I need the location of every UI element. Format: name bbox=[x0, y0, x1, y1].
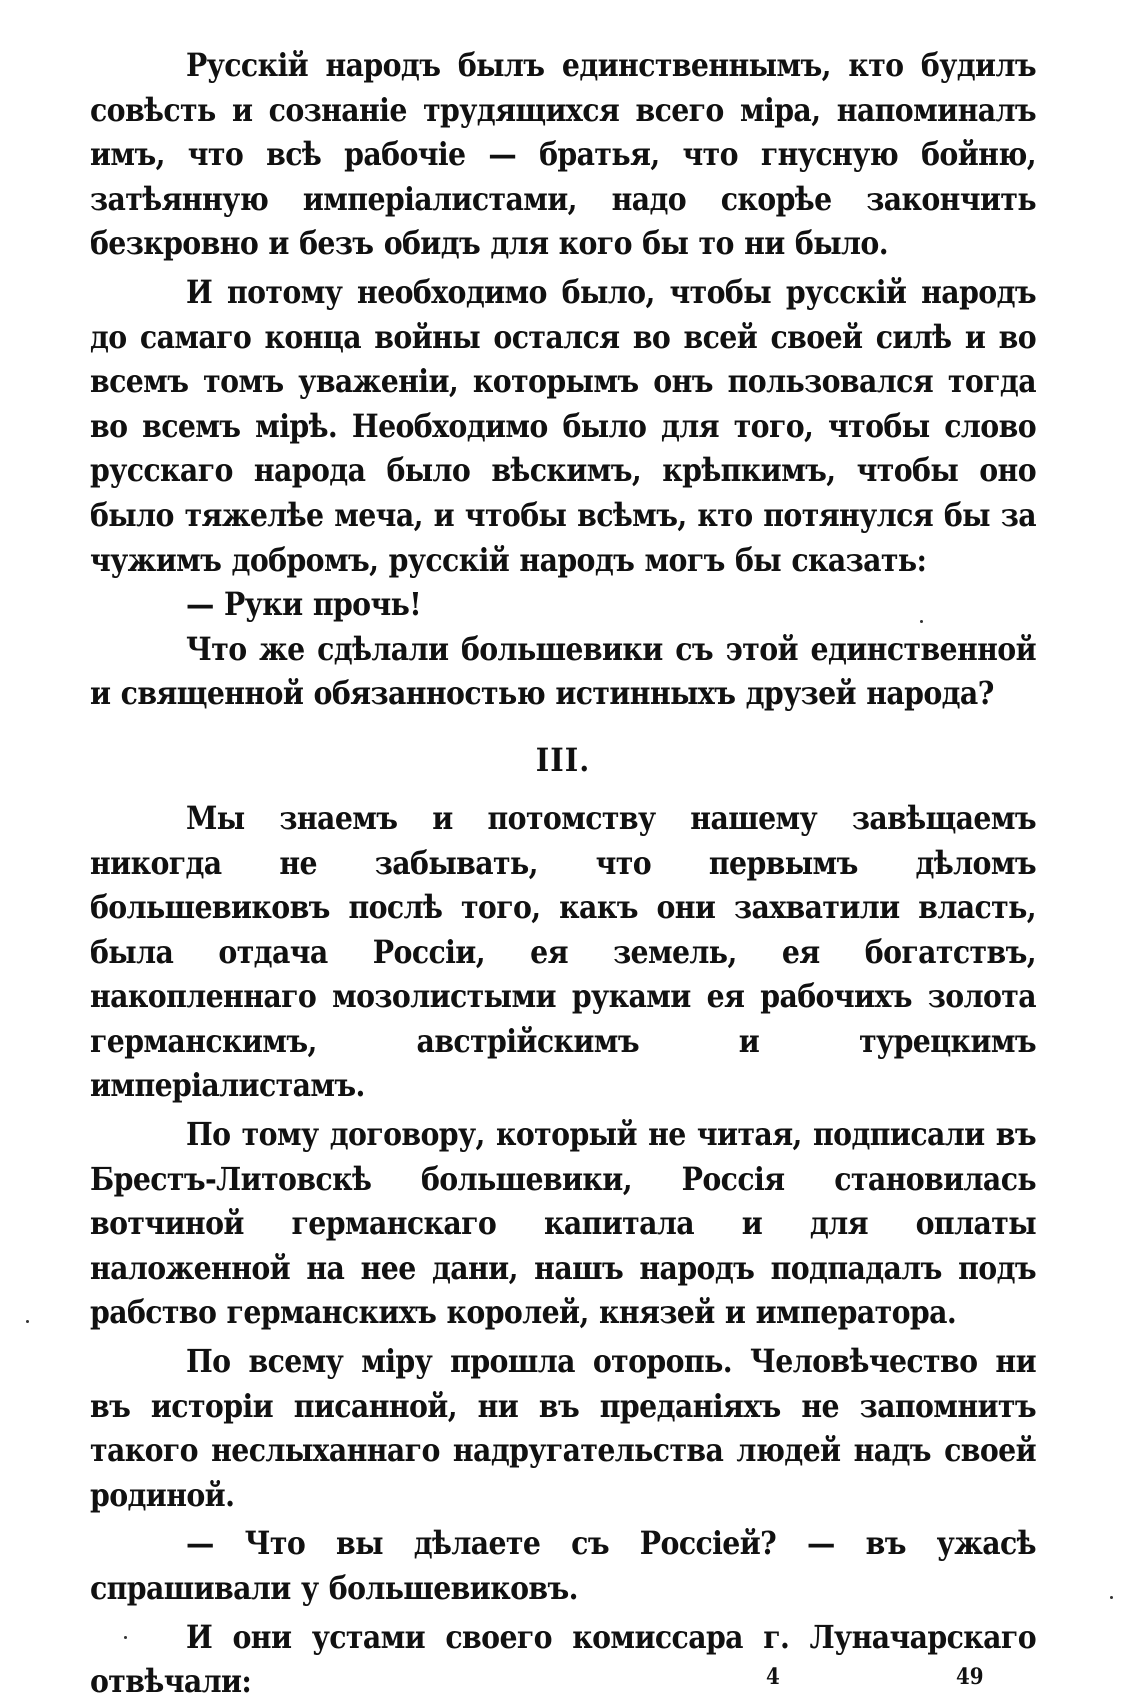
paragraph-exclamation: — Руки прочь! bbox=[186, 586, 422, 624]
page-footer bbox=[0, 1664, 1140, 1692]
page-number: 49 bbox=[956, 1664, 984, 1690]
signature-mark: 4 bbox=[766, 1664, 780, 1690]
paragraph: И они устами своего комиссара г. Луначарскаго отвѣчали: bbox=[90, 1618, 1036, 1701]
paragraph: Мы знаемъ и потомству нашему завѣщаемъ никогда не забывать, что первымъ дѣломъ большевиковъ послѣ того, какъ они захватили власть, была отдача Россіи, ея земель, ея богатствъ, накопленнаго мозолистыми руками ея рабочихъ золота германскимъ, австрійскимъ и турецкимъ имперіалистамъ. bbox=[90, 799, 1036, 1105]
print-speck bbox=[1110, 1596, 1113, 1599]
paragraph: И потому необходимо было, чтобы русскій народъ до самаго конца войны остался во всей своей силѣ и во всемъ томъ уваженіи, которымъ онъ пользовался тогда во всемъ мірѣ. Необходимо было для того, чтобы слово русскаго народа было вѣскимъ, крѣпкимъ, чтобы оно было тяжелѣе меча, и чтобы всѣмъ, кто потянулся бы за чужимъ добромъ, русскій народъ могъ бы сказать: bbox=[90, 273, 1036, 579]
paragraph: По тому договору, который не читая, подписали въ Брестъ-Литовскѣ большевики, Россія становилась вотчиной германскаго капитала и для оплаты наложенной на нее дани, нашъ народъ подпадалъ подъ рабство германскихъ королей, князей и императора. bbox=[90, 1116, 1036, 1332]
paragraph: Русскій народъ былъ единственнымъ, кто будилъ совѣсть и сознаніе трудящихся всего міра, напоминалъ имъ, что всѣ рабочіе — братья, что гнусную бойню, затѣянную имперіалистами, надо скорѣе закончить безкровно и безъ обидъ для кого бы то ни было. bbox=[90, 47, 1036, 263]
print-speck bbox=[124, 1636, 127, 1639]
body-text bbox=[90, 44, 1036, 1705]
paragraph: — Что вы дѣлаете съ Россіей? — въ ужасѣ спрашивали у большевиковъ. bbox=[90, 1525, 1036, 1607]
section-heading: III. bbox=[535, 740, 591, 779]
paragraph: Что же сдѣлали большевики съ этой единственной и священной обязанностью истинныхъ друзей народа? bbox=[90, 630, 1036, 713]
paragraph: По всему міру прошла оторопь. Человѣчество ни въ исторіи писанной, ни въ преданіяхъ не запомнитъ такого неслыханнаго надругательства людей надъ своей родиной. bbox=[90, 1343, 1036, 1514]
print-speck bbox=[26, 1320, 29, 1323]
print-speck bbox=[920, 620, 923, 623]
